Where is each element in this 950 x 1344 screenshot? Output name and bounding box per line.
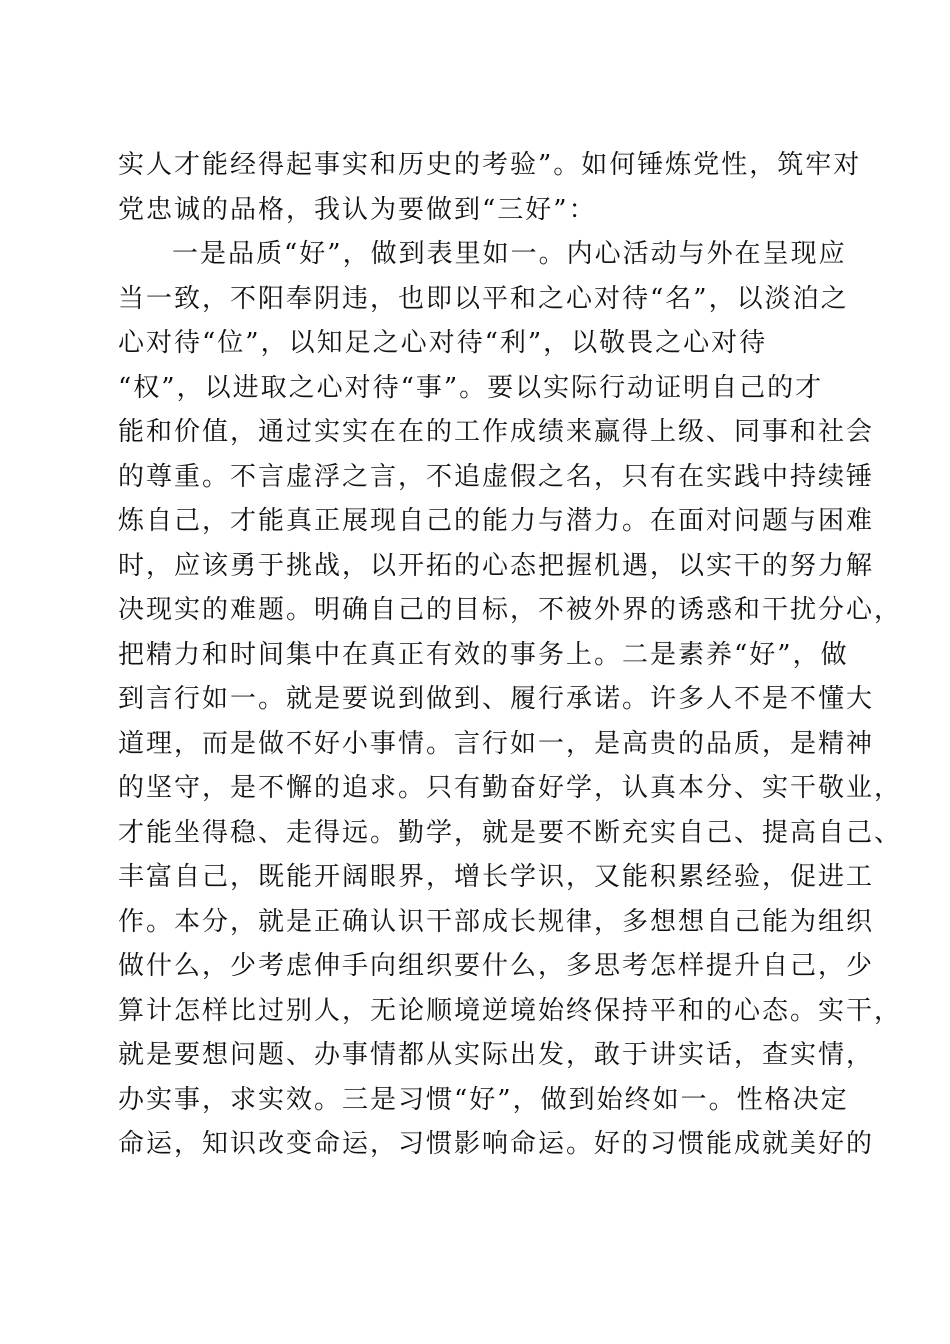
- text-line: 当一致，不阳奉阴违，也即以平和之心对待“名”，以淡泊之: [118, 283, 849, 314]
- text-line: 才能坐得稳、走得远。勤学，就是要不断充实自己、提高自己、: [118, 817, 903, 848]
- text-line: “权”，以进取之心对待“事”。要以实际行动证明自己的才: [118, 372, 824, 403]
- text-line: 心对待“位”，以知足之心对待“利”，以敬畏之心对待: [118, 328, 768, 358]
- body-text: [118, 143, 903, 1167]
- text-line: 命运，知识改变命运，习惯影响命运。好的习惯能成就美好的: [118, 1129, 875, 1159]
- text-line: 把精力和时间集中在真正有效的事务上。二是素养“好”，做: [118, 639, 849, 670]
- text-line: 实人才能经得起事实和历史的考验”。如何锤炼党性，筑牢对: [118, 150, 862, 180]
- text-line: 丰富自己，既能开阔眼界，增长学识，又能积累经验，促进工: [118, 862, 875, 892]
- paragraph-first-line: 一是品质“好”，做到表里如一。内心活动与外在呈现应: [172, 239, 847, 269]
- text-line: 炼自己，才能真正展现自己的能力与潜力。在面对问题与困难: [118, 506, 875, 536]
- text-line: 就是要想问题、办事情都从实际出发，敢于讲实话，查实情，: [118, 1040, 875, 1070]
- text-line: 做什么，少考虑伸手向组织要什么，多思考怎样提升自己，少: [118, 951, 875, 981]
- text-line: 办实事，求实效。三是习惯“好”，做到始终如一。性格决定: [118, 1084, 849, 1115]
- text-line: 作。本分，就是正确认识干部成长规律，多想想自己能为组织: [118, 906, 875, 937]
- text-line: 决现实的难题。明确自己的目标，不被外界的诱惑和干扰分心，: [118, 595, 903, 625]
- text-line: 道理，而是做不好小事情。言行如一，是高贵的品质，是精神: [118, 728, 875, 759]
- text-line: 的坚守，是不懈的追求。只有勤奋好学，认真本分、实干敬业，: [118, 773, 903, 803]
- text-line: 算计怎样比过别人，无论顺境逆境始终保持平和的心态。实干，: [118, 995, 903, 1026]
- text-line: 党忠诚的品格，我认为要做到“三好”：: [118, 194, 597, 225]
- text-line: 时，应该勇于挑战，以开拓的心态把握机遇，以实干的努力解: [118, 550, 875, 581]
- text-line: 的尊重。不言虚浮之言，不追虚假之名，只有在实践中持续锤: [118, 461, 875, 492]
- text-line: 到言行如一。就是要说到做到、履行承诺。许多人不是不懂大: [118, 684, 875, 714]
- text-line: 能和价值，通过实实在在的工作成绩来赢得上级、同事和社会: [118, 417, 875, 447]
